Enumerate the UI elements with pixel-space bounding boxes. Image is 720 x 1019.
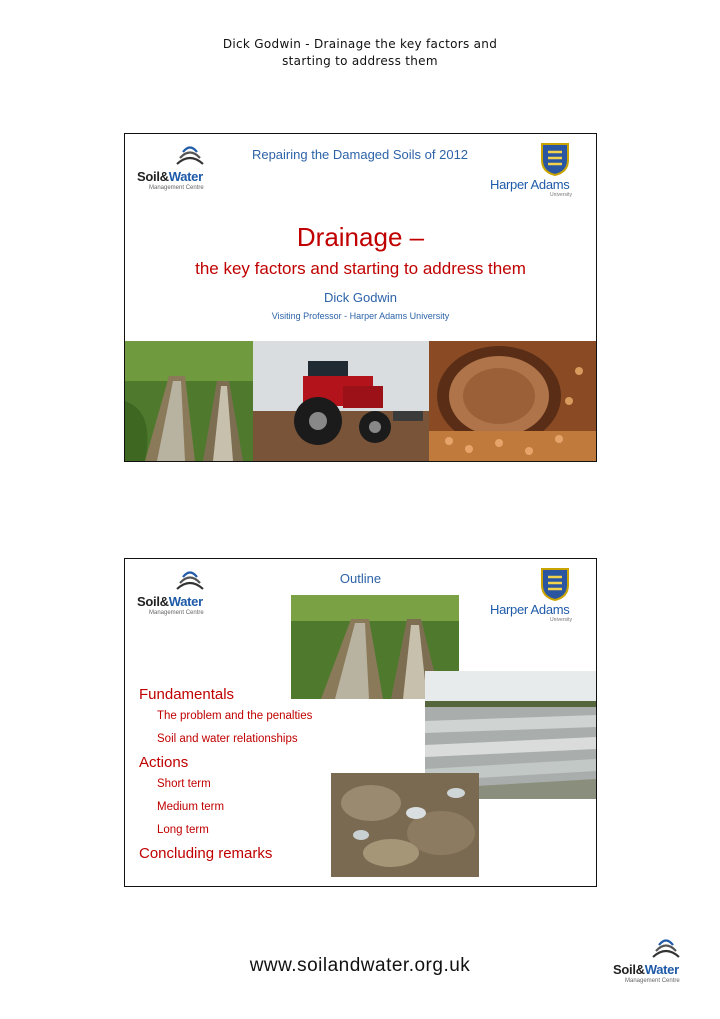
university-label: University <box>550 617 572 623</box>
outline-item: Soil and water relationships <box>157 733 298 745</box>
outline-heading: Fundamentals <box>139 686 235 703</box>
author-role: Visiting Professor - Harper Adams University <box>271 311 450 321</box>
logo-wordmark: Soil&Water <box>613 962 679 977</box>
outline-list <box>139 683 419 864</box>
outline-heading: Concluding remarks <box>139 845 273 862</box>
logo-subtitle: Management Centre <box>149 610 204 616</box>
outline-item: Medium term <box>157 801 225 813</box>
university-label: University <box>550 192 572 198</box>
header-line-1: Dick Godwin - Drainage the key factors and <box>222 37 498 51</box>
bread-grain-photo <box>429 341 596 461</box>
soil-water-logo <box>137 142 217 202</box>
harper-adams-logo <box>490 140 590 200</box>
flooded-field-photo <box>125 341 253 461</box>
wave-rings-icon <box>649 935 683 961</box>
university-crest-icon <box>538 140 572 176</box>
outline-item: Short term <box>157 778 211 790</box>
outline-heading: Actions <box>139 754 189 771</box>
slide-subtitle: the key factors and starting to address them <box>195 259 526 278</box>
outline-item: Long term <box>157 824 209 836</box>
slide-title <box>124 133 597 462</box>
website-url[interactable]: www.soilandwater.org.uk <box>249 955 471 976</box>
header-line-2: starting to address them <box>282 54 438 68</box>
university-name: Harper Adams <box>490 177 570 192</box>
slide-outline <box>124 558 597 887</box>
outline-title: Outline <box>339 571 382 586</box>
outline-item: The problem and the penalties <box>157 710 313 722</box>
wave-rings-icon <box>173 142 207 168</box>
page-header <box>0 36 720 70</box>
slide-main-title: Drainage – <box>296 222 425 252</box>
logo-subtitle: Management Centre <box>625 978 680 984</box>
logo-subtitle: Management Centre <box>149 185 204 191</box>
author-name: Dick Godwin <box>324 290 397 305</box>
logo-wordmark: Soil&Water <box>137 169 203 184</box>
conference-title: Repairing the Damaged Soils of 2012 <box>251 147 469 162</box>
logo-wordmark: Soil&Water <box>137 594 203 609</box>
footer-soil-water-logo <box>613 935 693 995</box>
university-name: Harper Adams <box>490 602 570 617</box>
tractor-photo <box>253 341 429 461</box>
